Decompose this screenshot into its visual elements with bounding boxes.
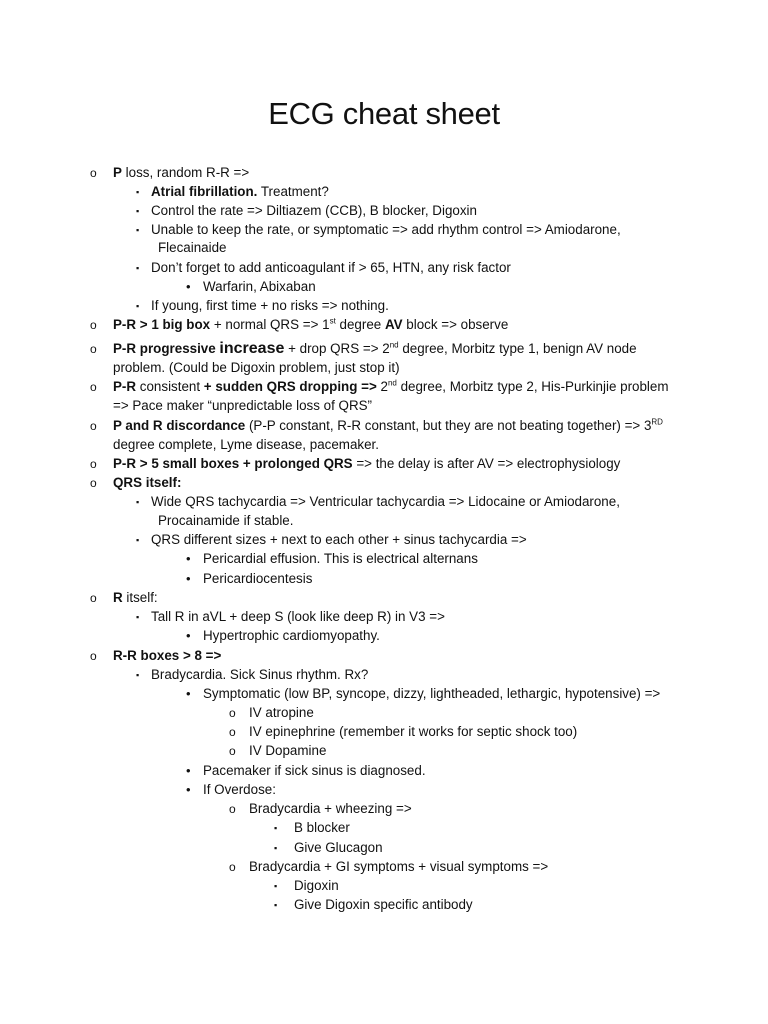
list-item: Symptomatic (low BP, syncope, dizzy, lightheaded, lethargic, hypotensive) => xyxy=(203,686,661,701)
list-item-continuation: Flecainaide xyxy=(158,240,227,255)
list-item: P and R discordance (P-P constant, R-R constant, but they are not beating together) => 3RD xyxy=(113,417,663,433)
list-item: QRS different sizes + next to each other + sinus tachycardia => xyxy=(151,532,527,547)
bullet-square: ▪ xyxy=(136,225,140,235)
list-item: Unable to keep the rate, or symptomatic => add rhythm control => Amiodarone, xyxy=(151,222,621,237)
list-item: Pericardiocentesis xyxy=(203,571,313,586)
list-item: B blocker xyxy=(294,820,350,835)
bullet-circle: o xyxy=(229,725,236,739)
list-item: Atrial fibrillation. Treatment? xyxy=(151,184,329,199)
list-item-continuation: Procainamide if stable. xyxy=(158,513,294,528)
list-item: P-R > 5 small boxes + prolonged QRS => the delay is after AV => electrophysiology xyxy=(113,456,621,471)
list-item: P loss, random R-R => xyxy=(113,165,250,180)
bullet-circle: o xyxy=(90,342,97,356)
list-item: Pericardial effusion. This is electrical alternans xyxy=(203,551,478,566)
list-item-continuation: problem. (Could be Digoxin problem, just stop it) xyxy=(113,360,400,375)
list-item: IV epinephrine (remember it works for septic shock too) xyxy=(249,724,578,739)
list-item: IV atropine xyxy=(249,705,314,720)
list-item: Control the rate => Diltiazem (CCB), B blocker, Digoxin xyxy=(151,203,477,218)
bullet-square: ▪ xyxy=(136,497,140,507)
list-item: Give Digoxin specific antibody xyxy=(294,897,473,912)
bullet-square: ▪ xyxy=(136,535,140,545)
bullet-dot: • xyxy=(186,782,191,797)
bullet-circle: o xyxy=(229,706,236,720)
bullet-dot: • xyxy=(186,686,191,701)
bullet-square: ▪ xyxy=(274,823,278,833)
list-item: IV Dopamine xyxy=(249,743,327,758)
list-item: P-R > 1 big box + normal QRS => 1st degree AV block => observe xyxy=(113,316,509,332)
bullet-circle: o xyxy=(90,649,97,663)
bullet-dot: • xyxy=(186,279,191,294)
bullet-square: ▪ xyxy=(136,187,140,197)
list-item: If Overdose: xyxy=(203,782,276,797)
list-item: QRS itself: xyxy=(113,475,182,490)
bullet-square: ▪ xyxy=(136,670,140,680)
bullet-dot: • xyxy=(186,763,191,778)
list-item: If young, first time + no risks => nothing. xyxy=(151,298,389,313)
list-item: Bradycardia + wheezing => xyxy=(249,801,412,816)
list-item-continuation: degree complete, Lyme disease, pacemaker. xyxy=(113,437,379,452)
bullet-circle: o xyxy=(90,457,97,471)
bullet-circle: o xyxy=(229,860,236,874)
bullet-dot: • xyxy=(186,628,191,643)
list-item-continuation: => Pace maker “unpredictable loss of QRS” xyxy=(113,398,373,413)
list-item: Digoxin xyxy=(294,878,339,893)
list-item: Give Glucagon xyxy=(294,840,383,855)
bullet-circle: o xyxy=(90,591,97,605)
bullet-dot: • xyxy=(186,571,191,586)
bullet-circle: o xyxy=(90,166,97,180)
list-item: Tall R in aVL + deep S (look like deep R) in V3 => xyxy=(151,609,445,624)
list-item: Pacemaker if sick sinus is diagnosed. xyxy=(203,763,426,778)
list-item: Don’t forget to add anticoagulant if > 65, HTN, any risk factor xyxy=(151,260,511,275)
list-item: Hypertrophic cardiomyopathy. xyxy=(203,628,380,643)
bullet-dot: • xyxy=(186,551,191,566)
bullet-square: ▪ xyxy=(136,263,140,273)
list-item: Wide QRS tachycardia => Ventricular tachycardia => Lidocaine or Amiodarone, xyxy=(151,494,620,509)
page-title: ECG cheat sheet xyxy=(268,96,500,131)
bullet-circle: o xyxy=(229,802,236,816)
list-item: P-R progressive increase + drop QRS => 2nd degree, Morbitz type 1, benign AV node xyxy=(113,340,637,357)
list-item: Bradycardia + GI symptoms + visual symptoms => xyxy=(249,859,549,874)
bullet-square: ▪ xyxy=(274,881,278,891)
bullet-circle: o xyxy=(90,380,97,394)
bullet-square: ▪ xyxy=(136,612,140,622)
bullet-circle: o xyxy=(90,318,97,332)
bullet-square: ▪ xyxy=(274,843,278,853)
list-item: R itself: xyxy=(113,590,158,605)
list-item: R-R boxes > 8 => xyxy=(113,648,222,663)
bullet-circle: o xyxy=(90,419,97,433)
bullet-square: ▪ xyxy=(274,900,278,910)
bullet-square: ▪ xyxy=(136,206,140,216)
bullet-circle: o xyxy=(229,744,236,758)
bullet-square: ▪ xyxy=(136,301,140,311)
bullet-circle: o xyxy=(90,476,97,490)
list-item: P-R consistent + sudden QRS dropping => 2nd degree, Morbitz type 2, His-Purkinjie problem xyxy=(113,378,669,394)
list-item: Warfarin, Abixaban xyxy=(203,279,316,294)
list-item: Bradycardia. Sick Sinus rhythm. Rx? xyxy=(151,667,369,682)
